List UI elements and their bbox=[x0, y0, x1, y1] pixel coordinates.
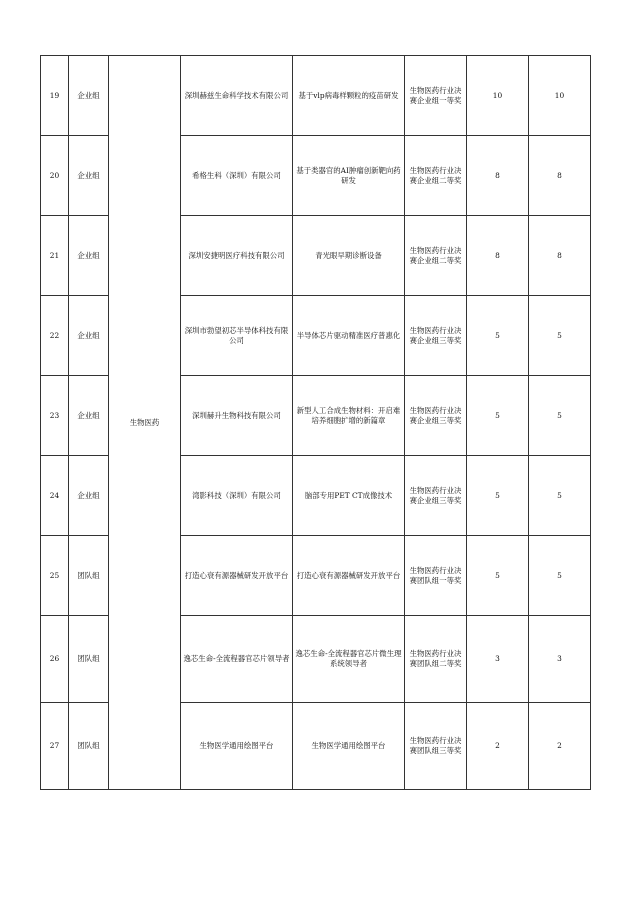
table-body bbox=[41, 56, 591, 790]
row-number-cell: 27 bbox=[41, 703, 69, 790]
project-name-cell: 青光眼早期诊断设备 bbox=[293, 216, 405, 296]
project-name-cell: 基于类器官的AI肿瘤创新靶向药研发 bbox=[293, 136, 405, 216]
score-cell: 8 bbox=[467, 136, 529, 216]
score-cell: 10 bbox=[467, 56, 529, 136]
score-cell: 5 bbox=[529, 376, 591, 456]
score-cell: 5 bbox=[529, 296, 591, 376]
group-cell: 企业组 bbox=[69, 136, 109, 216]
award-level-cell bbox=[405, 616, 467, 703]
award-level-cell bbox=[405, 456, 467, 536]
score-cell: 2 bbox=[467, 703, 529, 790]
award-level-text: 生物医药行业决赛团队组二等奖 bbox=[409, 649, 462, 668]
award-level-cell bbox=[405, 376, 467, 456]
entity-name-cell: 深圳安捷明医疗科技有限公司 bbox=[181, 216, 293, 296]
row-number-cell: 20 bbox=[41, 136, 69, 216]
award-level-text: 生物医药行业决赛企业组三等奖 bbox=[409, 325, 462, 345]
group-cell: 企业组 bbox=[69, 216, 109, 296]
group-cell: 企业组 bbox=[69, 456, 109, 536]
project-name-cell: 新型人工合成生物材料：开启难培养细胞扩增的新篇章 bbox=[293, 376, 405, 456]
award-level-text: 生物医药行业决赛团队组三等奖 bbox=[409, 736, 462, 755]
group-cell: 团队组 bbox=[69, 616, 109, 703]
entity-name-cell: 打造心衰有源器械研发开放平台 bbox=[181, 536, 293, 616]
score-cell: 8 bbox=[467, 216, 529, 296]
award-level-cell bbox=[405, 56, 467, 136]
award-level-cell bbox=[405, 216, 467, 296]
score-cell: 5 bbox=[467, 376, 529, 456]
row-number-cell: 23 bbox=[41, 376, 69, 456]
project-name-cell: 逸芯生命-全流程器官芯片微生理系统领导者 bbox=[293, 616, 405, 703]
entity-name-cell: 湾影科技（深圳）有限公司 bbox=[181, 456, 293, 536]
score-cell: 10 bbox=[529, 56, 591, 136]
project-name-cell: 打造心衰有源器械研发开放平台 bbox=[293, 536, 405, 616]
entity-name-cell: 深圳赫升生物科技有限公司 bbox=[181, 376, 293, 456]
project-name-cell: 基于vlp病毒样颗粒的疫苗研发 bbox=[293, 56, 405, 136]
entity-name-cell: 深圳市勃望初芯半导体科技有限公司 bbox=[181, 296, 293, 376]
score-cell: 5 bbox=[529, 456, 591, 536]
row-number-cell: 21 bbox=[41, 216, 69, 296]
row-number-cell: 25 bbox=[41, 536, 69, 616]
award-level-text: 生物医药行业决赛企业组二等奖 bbox=[409, 245, 462, 265]
score-cell: 5 bbox=[467, 536, 529, 616]
score-cell: 3 bbox=[467, 616, 529, 703]
award-level-text: 生物医药行业决赛企业组三等奖 bbox=[409, 485, 462, 505]
score-cell: 5 bbox=[467, 456, 529, 536]
entity-name-cell: 深圳赫兹生命科学技术有限公司 bbox=[181, 56, 293, 136]
entity-name-cell: 生物医学通用绘图平台 bbox=[181, 703, 293, 790]
group-cell: 企业组 bbox=[69, 56, 109, 136]
project-name-cell: 脑部专用PET CT成像技术 bbox=[293, 456, 405, 536]
score-cell: 8 bbox=[529, 216, 591, 296]
award-level-cell bbox=[405, 136, 467, 216]
score-cell: 8 bbox=[529, 136, 591, 216]
award-level-text: 生物医药行业决赛团队组一等奖 bbox=[409, 565, 462, 585]
award-level-text: 生物医药行业决赛企业组二等奖 bbox=[409, 165, 462, 185]
award-level-cell bbox=[405, 296, 467, 376]
award-table bbox=[40, 55, 591, 790]
row-number-cell: 22 bbox=[41, 296, 69, 376]
award-level-cell bbox=[405, 536, 467, 616]
group-cell: 团队组 bbox=[69, 536, 109, 616]
group-cell: 企业组 bbox=[69, 376, 109, 456]
group-cell: 企业组 bbox=[69, 296, 109, 376]
table-row bbox=[41, 56, 591, 136]
row-number-cell: 26 bbox=[41, 616, 69, 703]
project-name-cell: 半导体芯片驱动精准医疗普惠化 bbox=[293, 296, 405, 376]
award-level-text: 生物医药行业决赛企业组一等奖 bbox=[409, 85, 462, 105]
score-cell: 3 bbox=[529, 616, 591, 703]
award-level-cell bbox=[405, 703, 467, 790]
award-level-text: 生物医药行业决赛企业组三等奖 bbox=[409, 405, 462, 425]
entity-name-cell: 逸芯生命-全流程器官芯片领导者 bbox=[181, 616, 293, 703]
row-number-cell: 19 bbox=[41, 56, 69, 136]
score-cell: 5 bbox=[467, 296, 529, 376]
group-cell: 团队组 bbox=[69, 703, 109, 790]
entity-name-cell: 希格生科（深圳）有限公司 bbox=[181, 136, 293, 216]
row-number-cell: 24 bbox=[41, 456, 69, 536]
project-name-cell: 生物医学通用绘图平台 bbox=[293, 703, 405, 790]
score-cell: 2 bbox=[529, 703, 591, 790]
category-cell: 生物医药 bbox=[109, 56, 181, 790]
score-cell: 5 bbox=[529, 536, 591, 616]
